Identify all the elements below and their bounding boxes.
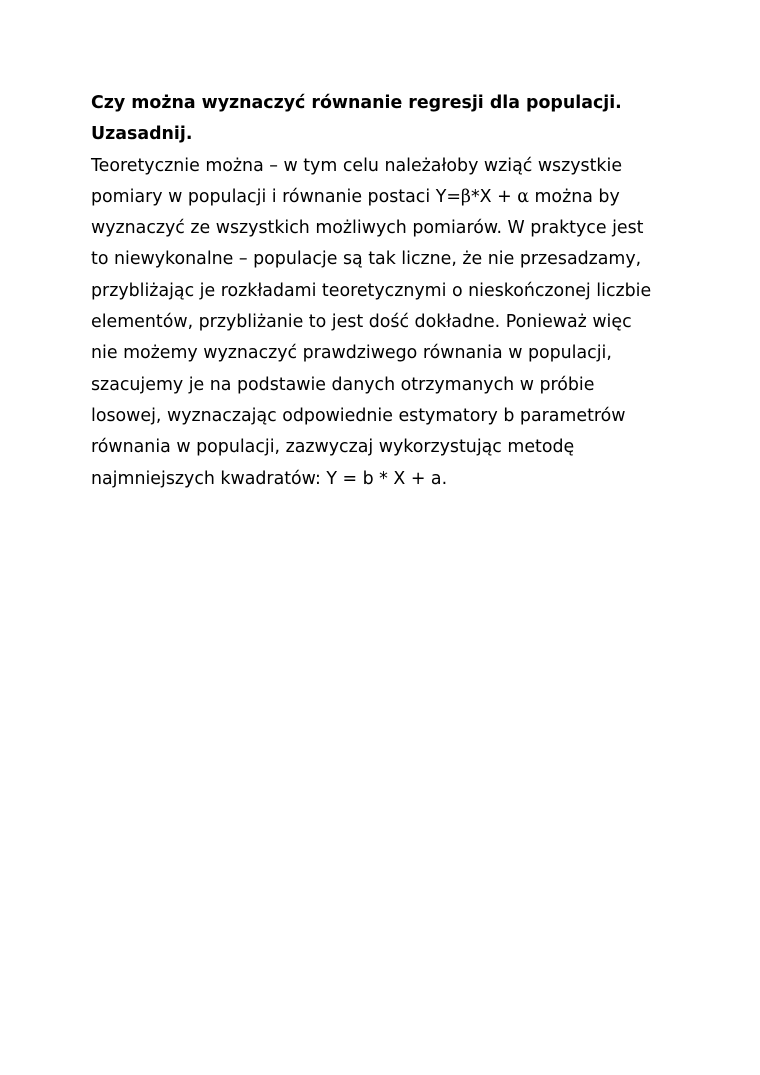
heading-line: Czy można wyznaczyć równanie regresji dla populacji. bbox=[91, 93, 622, 113]
paragraph-line: nie możemy wyznaczyć prawdziwego równania w populacji, bbox=[91, 343, 612, 364]
answer-paragraph bbox=[91, 151, 691, 495]
heading-line: Uzasadnij. bbox=[91, 124, 193, 145]
paragraph-line: to niewykonalne – populacje są tak liczne, że nie przesadzamy, bbox=[91, 249, 642, 270]
paragraph-line: szacujemy je na podstawie danych otrzymanych w próbie bbox=[91, 374, 595, 395]
paragraph-line-formula bbox=[91, 182, 691, 213]
paragraph-line: najmniejszych kwadratów: Y = b * X + a. bbox=[91, 468, 448, 489]
question-heading bbox=[91, 88, 691, 151]
plus-sign: + bbox=[491, 186, 518, 207]
formula-text-mid: *X bbox=[470, 186, 492, 207]
paragraph-line: przybliżając je rozkładami teoretycznymi o nieskończonej liczbie bbox=[91, 280, 652, 301]
paragraph-line: losowej, wyznaczając odpowiednie estymatory b parametrów bbox=[91, 405, 626, 426]
alpha-symbol: α bbox=[517, 186, 529, 207]
paragraph-line: równania w populacji, zazwyczaj wykorzystując metodę bbox=[91, 437, 575, 458]
paragraph-line: elementów, przybliżanie to jest dość dokładne. Ponieważ więc bbox=[91, 312, 632, 333]
formula-text-after: można by bbox=[528, 186, 620, 207]
document-content bbox=[91, 88, 691, 495]
formula-text-before: pomiary w populacji i równanie postaci Y bbox=[91, 186, 447, 207]
beta-symbol: β bbox=[460, 186, 471, 207]
equals-sign: = bbox=[446, 186, 461, 207]
paragraph-line: wyznaczyć ze wszystkich możliwych pomiarów. W praktyce jest bbox=[91, 218, 644, 239]
paragraph-line: Teoretycznie można – w tym celu należałoby wziąć wszystkie bbox=[91, 155, 623, 176]
